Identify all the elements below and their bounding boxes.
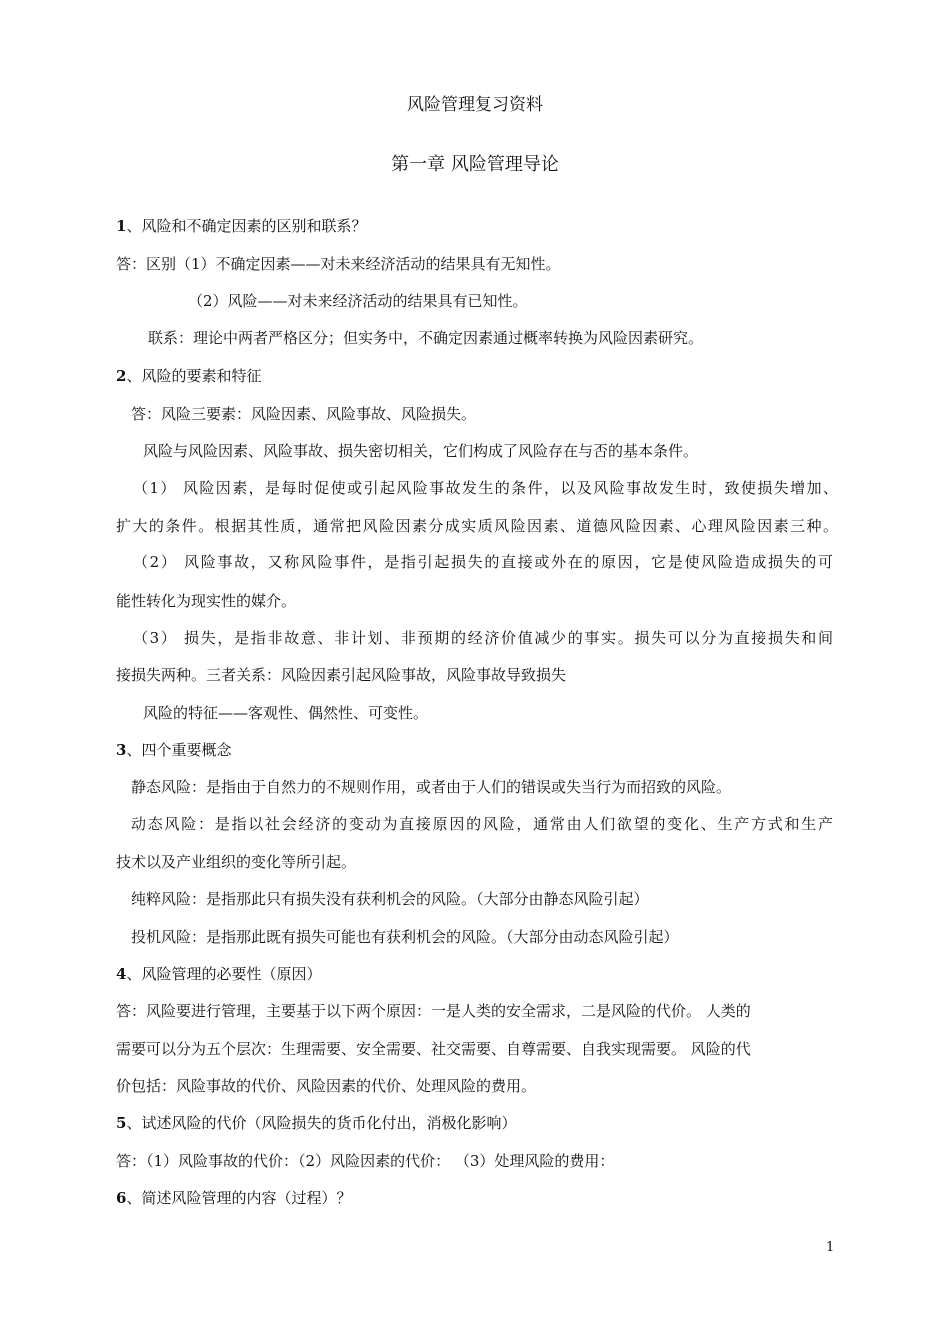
question-text: 、简述风险管理的内容（过程）？ xyxy=(126,1189,352,1207)
text-line: 风险的特征——客观性、偶然性、可变性。 xyxy=(143,704,429,722)
question-number: 2 xyxy=(116,367,127,385)
text-line: （3） 损失，是指非故意、非计划、非预期的经济价值减少的事实。损失可以分为直接损失和间 xyxy=(133,629,833,647)
question-heading xyxy=(116,364,838,388)
text-line: 投机风险：是指那此既有损失可能也有获利机会的风险。（大部分由动态风险引起） xyxy=(131,928,679,946)
question-text: 、风险的要素和特征 xyxy=(126,367,262,385)
question-heading xyxy=(116,1186,838,1210)
text-line: 联系：理论中两者严格区分；但实务中，不确定因素通过概率转换为风险因素研究。 xyxy=(148,329,704,347)
text-line: 静态风险：是指由于自然力的不规则作用，或者由于人们的错误或失当行为而招致的风险。 xyxy=(131,778,732,796)
question-number: 1 xyxy=(116,217,127,235)
text-line: 能性转化为现实性的媒介。 xyxy=(116,592,297,610)
question-number: 3 xyxy=(116,741,127,759)
question-heading xyxy=(116,214,838,238)
page-number: 1 xyxy=(826,1240,835,1255)
text-line: （1） 风险因素，是每时促使或引起风险事故发生的条件，以及风险事故发生时，致使损失增加、 xyxy=(133,479,838,497)
question-number: 5 xyxy=(116,1114,127,1132)
text-line: （2）风险——对未来经济活动的结果具有已知性。 xyxy=(188,292,528,310)
question-number: 6 xyxy=(116,1189,127,1207)
text-line: 扩大的条件。根据其性质，通常把风险因素分成实质风险因素、道德风险因素、心理风险因素三种。 xyxy=(116,517,838,535)
question-heading xyxy=(116,1111,838,1135)
text-line: 风险与风险因素、风险事故、损失密切相关，它们构成了风险存在与否的基本条件。 xyxy=(143,442,699,460)
question-text: 、风险管理的必要性（原因） xyxy=(126,965,322,983)
text-line: 动态风险：是指以社会经济的变动为直接原因的风险，通常由人们欲望的变化、生产方式和生产 xyxy=(131,815,833,833)
text-line: 答：风险要进行管理，主要基于以下两个原因：一是人类的安全需求，二是风险的代价。 人类的 xyxy=(116,1002,751,1020)
chapter-title: 第一章 风险管理导论 xyxy=(391,154,559,175)
text-line: 答：风险三要素：风险因素、风险事故、风险损失。 xyxy=(131,405,477,423)
question-heading xyxy=(116,738,838,762)
text-line: 价包括：风险事故的代价、风险因素的代价、处理风险的费用。 xyxy=(116,1077,537,1095)
text-line: 技术以及产业组织的变化等所引起。 xyxy=(116,853,357,871)
document-title: 风险管理复习资料 xyxy=(407,95,543,115)
text-line: 需要可以分为五个层次：生理需要、安全需要、社交需要、自尊需要、自我实现需要。 风险的代 xyxy=(116,1040,751,1058)
text-line: 答：区别（1）不确定因素——对未来经济活动的结果具有无知性。 xyxy=(116,255,561,273)
question-text: 、四个重要概念 xyxy=(126,741,232,759)
question-heading xyxy=(116,962,838,986)
text-line: （2） 风险事故，又称风险事件，是指引起损失的直接或外在的原因，它是使风险造成损失的可 xyxy=(133,553,833,571)
text-line: 答：（1）风险事故的代价：（2）风险因素的代价： （3）处理风险的费用： xyxy=(116,1152,615,1170)
text-line: 纯粹风险：是指那此只有损失没有获利机会的风险。（大部分由静态风险引起） xyxy=(131,890,649,908)
question-number: 4 xyxy=(116,965,127,983)
text-line: 接损失两种。三者关系：风险因素引起风险事故，风险事故导致损失 xyxy=(116,666,567,684)
question-text: 、试述风险的代价（风险损失的货币化付出，消极化影响） xyxy=(126,1114,517,1132)
question-text: 、风险和不确定因素的区别和联系？ xyxy=(126,217,367,235)
